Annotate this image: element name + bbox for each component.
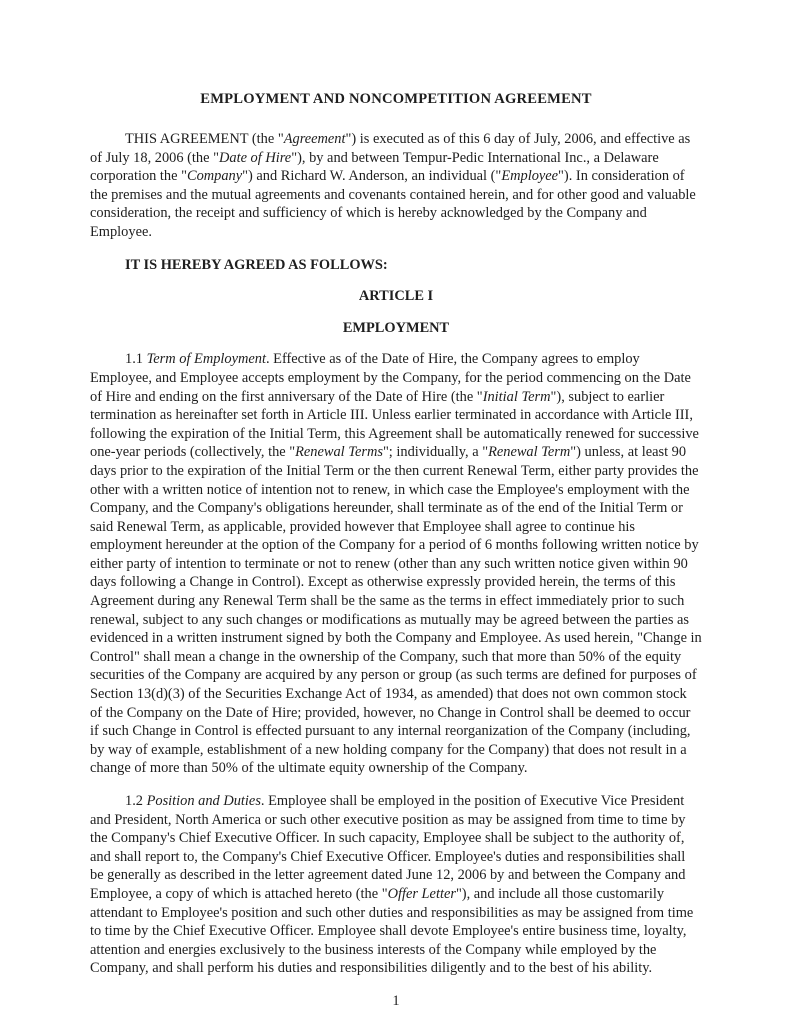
article-heading: ARTICLE I bbox=[358, 288, 434, 305]
page-number: 1 bbox=[392, 992, 400, 1009]
article-subheading: EMPLOYMENT bbox=[342, 319, 450, 336]
section-1-2-paragraph: 1.2 Position and Duties. Employee shall be employed in the position of Executive Vice President and President, North America or such other executive position as may be assigned from time to time by the Company's Chief Executive Officer. In such capacity, Employee shall be subject to the authority of, and shall report to, the Company's Chief Executive Officer. Employee's duties and responsibilities shall be generally as described in the letter agreement dated June 12, 2006 by and between the Company and Employee, a copy of which is attached hereto (the "Offer Letter"), and include all those customarily attendant to Employee's position and such other duties and responsibilities as may be assigned from time to time by the Chief Executive Officer. Employee shall devote Employee's entire business time, loyalty, attention and energies exclusively to the business interests of the Company while employed by the Company, and shall perform his duties and responsibilities diligently and to the best of his ability. bbox=[90, 793, 694, 977]
preamble-paragraph: THIS AGREEMENT (the "Agreement") is executed as of this 6 day of July, 2006, and effective as of July 18, 2006 (the "Date of Hire"), by and between Tempur-Pedic International Inc., a Delaware corporation the "Company") and Richard W. Anderson, an individual ("Employee"). In consideration of the premises and the mutual agreements and covenants contained herein, and for other good and valuable consideration, the receipt and sufficiency of which is hereby acknowledged by the Company and Employee. bbox=[90, 131, 696, 240]
document-title: EMPLOYMENT AND NONCOMPETITION AGREEMENT bbox=[200, 91, 592, 107]
section-1-1-paragraph: 1.1 Term of Employment. Effective as of the Date of Hire, the Company agrees to employ Employee, and Employee accepts employment by the Company, for the period commencing on the Date of Hire and ending on the first anniversary of the Date of Hire (the "Initial Term"), subject to earlier termination as hereinafter set forth in Article III. Unless earlier terminated in accordance with Article III, following the expiration of the Initial Term, this Agreement shall be automatically renewed for successive one-year periods (collectively, the "Renewal Terms"; individually, a "Renewal Term") unless, at least 90 days prior to the expiration of the Initial Term or the then current Renewal Term, either party provides the other with a written notice of intention not to renew, in which case the Employee's employment with the Company, and the Company's obligations hereunder, shall terminate as of the end of the Initial Term or said Renewal Term, as applicable, provided however that Employee shall agree to continue his employment hereunder at the option of the Company for a period of 6 months following written notice by either party of intention to terminate or not to renew (other than any such written notice given within 90 days following a Change in Control). Except as otherwise expressly provided herein, the terms of this Agreement during any Renewal Term shall be the same as the terms in effect immediately prior to such renewal, subject to any such changes or modifications as mutually may be agreed between the parties as evidenced in a written instrument signed by both the Company and Employee. As used herein, "Change in Control" shall mean a change in the ownership of the Company, such that more than 50% of the equity securities of the Company are acquired by any person or group (as such terms are defined for purposes of Section 13(d)(3) of the Securities Exchange Act of 1934, as amended) that does not own common stock of the Company on the Date of Hire; provided, however, no Change in Control shall be deemed to occur if such Change in Control is effected pursuant to any internal reorganization of the Company (including, by way of example, establishment of a new holding company for the Company) that does not result in a change of more than 50% of the ultimate equity ownership of the Company. bbox=[90, 351, 702, 777]
agreed-heading: IT IS HEREBY AGREED AS FOLLOWS: bbox=[125, 256, 388, 273]
